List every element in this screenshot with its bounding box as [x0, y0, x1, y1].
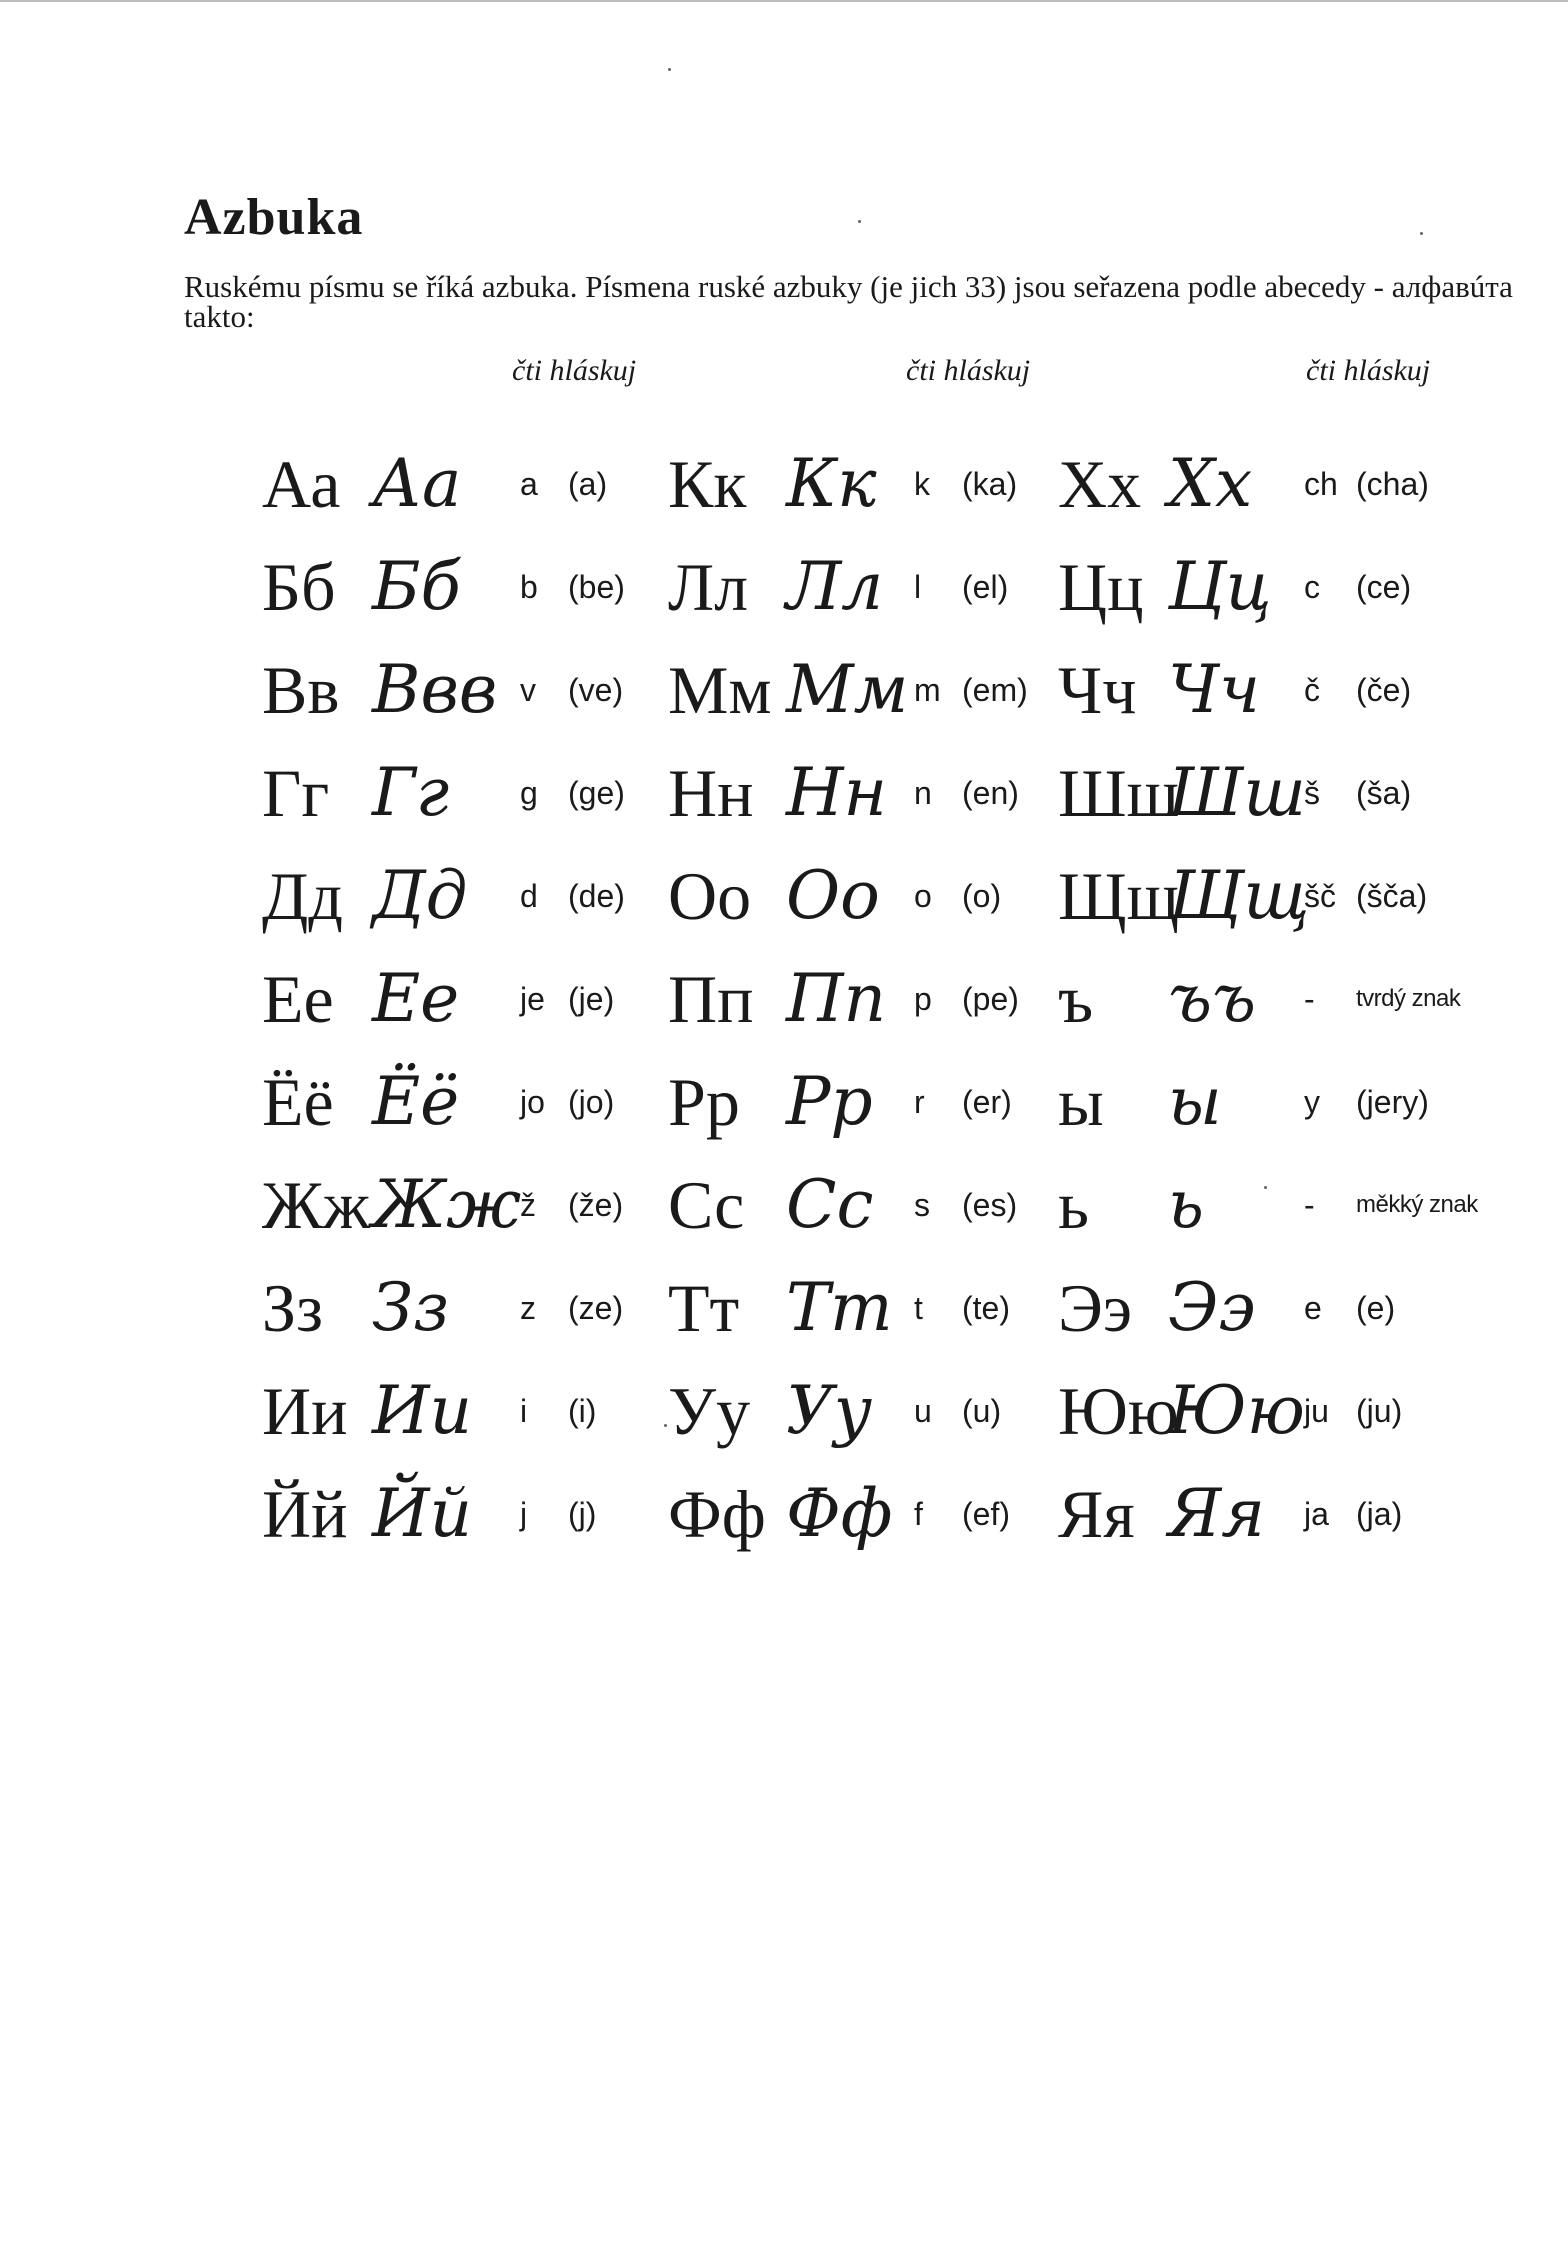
print-letter: ъ — [1058, 961, 1094, 1037]
spelled-name: (ce) — [1356, 569, 1412, 605]
cursive-letter: Йй — [372, 1475, 473, 1552]
read-pronunciation: e — [1304, 1290, 1322, 1326]
column-header-2: čti hláskuj — [906, 354, 1031, 387]
read-pronunciation: ch — [1304, 466, 1338, 502]
print-letter: Тт — [668, 1270, 740, 1346]
cursive-letter: Оо — [786, 857, 880, 934]
spelled-name: (jo) — [568, 1084, 615, 1120]
print-letter: Юю — [1058, 1373, 1179, 1449]
scan-speck — [1264, 1186, 1267, 1189]
spelled-name: (el) — [962, 569, 1009, 605]
spelled-name: (je) — [568, 981, 615, 1017]
cursive-letter: ы — [1168, 1063, 1222, 1140]
spelled-name: (jery) — [1356, 1084, 1429, 1120]
cursive-letter: Бб — [372, 548, 461, 625]
scan-speck — [858, 220, 861, 223]
cursive-letter: Рр — [786, 1063, 873, 1140]
cursive-letter: Ёё — [372, 1063, 460, 1140]
spelled-name: (pe) — [962, 981, 1019, 1017]
cursive-letter: Лл — [786, 548, 884, 625]
read-pronunciation: m — [914, 672, 941, 708]
spelled-name: (šča) — [1356, 878, 1428, 914]
read-pronunciation: je — [520, 981, 545, 1017]
read-pronunciation: - — [1304, 981, 1315, 1017]
read-pronunciation: z — [520, 1290, 536, 1326]
read-pronunciation: f — [914, 1496, 923, 1532]
cursive-letter: Ээ — [1168, 1269, 1256, 1346]
read-pronunciation: - — [1304, 1187, 1315, 1223]
spelled-name: (de) — [568, 878, 625, 914]
read-pronunciation: c — [1304, 569, 1320, 605]
print-letter: Аа — [262, 446, 341, 522]
spelled-name: (če) — [1356, 672, 1412, 708]
spelled-name: (ka) — [962, 466, 1018, 502]
spelled-name: (o) — [962, 878, 1002, 914]
spelled-name: tvrdý znak — [1356, 985, 1461, 1012]
read-pronunciation: š — [1304, 775, 1320, 811]
spelled-name: (u) — [962, 1393, 1002, 1429]
read-pronunciation: šč — [1304, 878, 1336, 914]
print-letter: Дд — [262, 858, 343, 934]
cursive-letter: Юю — [1168, 1372, 1305, 1449]
read-pronunciation: j — [520, 1496, 528, 1532]
cursive-letter: Дд — [372, 857, 468, 934]
read-pronunciation: s — [914, 1187, 930, 1223]
print-letter: Сс — [668, 1167, 745, 1243]
cursive-letter: Аа — [372, 445, 462, 522]
read-pronunciation: a — [520, 466, 538, 502]
column-header-3: čti hláskuj — [1306, 354, 1431, 387]
spelled-name: (cha) — [1356, 466, 1429, 502]
spelled-name: (ef) — [962, 1496, 1010, 1532]
read-pronunciation: l — [914, 569, 922, 605]
cursive-letter: Чч — [1168, 651, 1261, 728]
print-letter: Лл — [668, 549, 749, 625]
spelled-name: (že) — [568, 1187, 624, 1223]
spelled-name: (ze) — [568, 1290, 624, 1326]
spelled-name: (en) — [962, 775, 1019, 811]
intro-paragraph: Ruskému písmu se říká azbuka. Písmena ruské azbuky (je jich 33) jsou seřazena podle abecedy - алфавúта takto: — [184, 269, 1513, 334]
read-pronunciation: ž — [520, 1187, 536, 1223]
print-letter: Ии — [262, 1373, 348, 1449]
read-pronunciation: b — [520, 569, 538, 605]
cursive-letter: Яя — [1168, 1475, 1266, 1552]
cursive-letter: Мм — [786, 651, 909, 728]
spelled-name: (ja) — [1356, 1496, 1403, 1532]
read-pronunciation: ju — [1304, 1393, 1329, 1429]
print-letter: Жж — [262, 1167, 370, 1243]
spelled-name: (er) — [962, 1084, 1012, 1120]
page-title: Azbuka — [184, 189, 364, 246]
cursive-letter: Пп — [786, 960, 887, 1037]
read-pronunciation: g — [520, 775, 538, 811]
read-pronunciation: u — [914, 1393, 932, 1429]
read-pronunciation: o — [914, 878, 932, 914]
spelled-name: (j) — [568, 1496, 597, 1532]
read-pronunciation: ja — [1304, 1496, 1329, 1532]
print-letter: Йй — [262, 1476, 348, 1552]
print-letter: Пп — [668, 961, 754, 1037]
scan-speck — [664, 1424, 667, 1427]
spelled-name: (a) — [568, 466, 608, 502]
spelled-name: (ju) — [1356, 1393, 1403, 1429]
print-letter: Кк — [668, 446, 747, 522]
print-letter: Оо — [668, 858, 752, 934]
print-letter: Чч — [1058, 652, 1137, 728]
cursive-letter: Зз — [372, 1269, 450, 1346]
spelled-name: (ša) — [1356, 775, 1412, 811]
print-letter: Яя — [1058, 1476, 1135, 1552]
read-pronunciation: jo — [520, 1084, 545, 1120]
cursive-letter: Цц — [1168, 548, 1272, 625]
spelled-name: (ve) — [568, 672, 624, 708]
cursive-letter: Уу — [786, 1372, 872, 1449]
print-letter: Цц — [1058, 549, 1144, 625]
scan-edge — [0, 0, 1568, 2]
print-letter: Зз — [262, 1270, 323, 1346]
cursive-letter: Тт — [786, 1269, 893, 1346]
print-letter: Ёё — [262, 1064, 334, 1140]
read-pronunciation: r — [914, 1084, 925, 1120]
read-pronunciation: v — [520, 672, 536, 708]
read-pronunciation: n — [914, 775, 932, 811]
print-letter: Вв — [262, 652, 340, 728]
cursive-letter: Ее — [372, 960, 460, 1037]
cursive-letter: Щщ — [1168, 857, 1310, 934]
cursive-letter: Фф — [786, 1475, 893, 1552]
cursive-letter: Сс — [786, 1166, 874, 1243]
print-letter: Уу — [668, 1373, 751, 1449]
print-letter: Рр — [668, 1064, 740, 1140]
print-letter: ы — [1058, 1064, 1104, 1140]
spelled-name: (em) — [962, 672, 1028, 708]
cursive-letter: Гг — [372, 754, 450, 831]
print-letter: Хх — [1058, 446, 1142, 522]
print-letter: Ее — [262, 961, 334, 1037]
read-pronunciation: d — [520, 878, 538, 914]
scan-speck — [668, 68, 671, 71]
print-letter: Щщ — [1058, 858, 1179, 934]
spelled-name: měkký znak — [1356, 1191, 1478, 1218]
print-letter: Мм — [668, 652, 772, 728]
cursive-letter: Жж — [372, 1166, 522, 1243]
read-pronunciation: č — [1304, 672, 1320, 708]
cursive-letter: Ввв — [372, 651, 498, 728]
read-pronunciation: y — [1304, 1084, 1320, 1120]
cursive-letter: ь — [1168, 1166, 1204, 1243]
read-pronunciation: i — [520, 1393, 528, 1429]
print-letter: Шш — [1058, 755, 1179, 831]
column-header-1: čti hláskuj — [512, 354, 637, 387]
spelled-name: (es) — [962, 1187, 1018, 1223]
read-pronunciation: k — [914, 466, 930, 502]
scan-speck — [1420, 232, 1423, 235]
spelled-name: (te) — [962, 1290, 1010, 1326]
print-letter: Фф — [668, 1476, 766, 1552]
cursive-letter: Кк — [786, 445, 877, 522]
spelled-name: (ge) — [568, 775, 625, 811]
print-letter: Бб — [262, 549, 336, 625]
print-letter: Нн — [668, 755, 754, 831]
spelled-name: (e) — [1356, 1290, 1396, 1326]
cursive-letter: Ии — [372, 1372, 473, 1449]
read-pronunciation: p — [914, 981, 932, 1017]
cursive-letter: ъъ — [1168, 960, 1256, 1037]
cursive-letter: Шш — [1168, 754, 1306, 831]
cursive-letter: Нн — [786, 754, 888, 831]
spelled-name: (i) — [568, 1393, 597, 1429]
cursive-letter: Хх — [1168, 445, 1253, 522]
print-letter: Ээ — [1058, 1270, 1133, 1346]
print-letter: Гг — [262, 755, 330, 831]
print-letter: ь — [1058, 1167, 1090, 1243]
read-pronunciation: t — [914, 1290, 923, 1326]
spelled-name: (be) — [568, 569, 625, 605]
